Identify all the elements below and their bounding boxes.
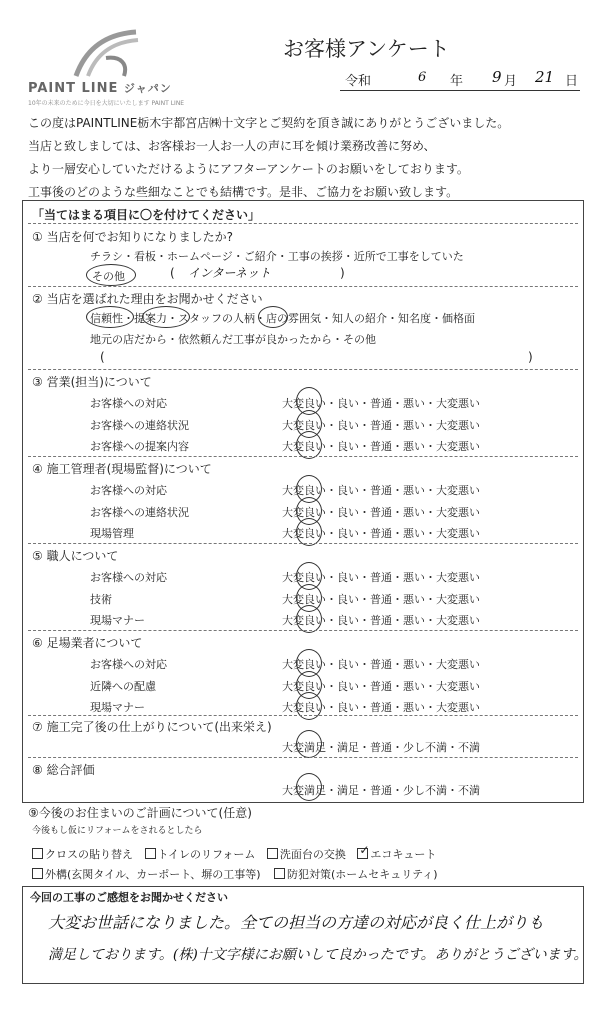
date-year-unit: 年 bbox=[450, 74, 464, 89]
instruction: 「当てはまる項目に〇を付けてください」 bbox=[32, 208, 261, 222]
q9-label: ⑨今後のお住まいのご計画について(任意) bbox=[28, 806, 252, 820]
q3-rating-3: 大変良い・良い・普通・悪い・大変悪い bbox=[282, 440, 480, 453]
logo-tagline: 10年の未来のために今日を大切にいたします PAINT LINE bbox=[28, 100, 185, 107]
logo bbox=[28, 28, 185, 108]
q9-row1 bbox=[32, 843, 437, 862]
q4-rating-1: 大変良い・良い・普通・悪い・大変悪い bbox=[282, 484, 480, 497]
q9-option-2[interactable]: トイレのリフォーム bbox=[145, 848, 256, 861]
q1-other-circle bbox=[86, 264, 136, 286]
q4-rating-2: 大変良い・良い・普通・悪い・大変悪い bbox=[282, 506, 480, 519]
logo-mark-icon bbox=[66, 28, 146, 80]
date-month: 9 bbox=[492, 68, 502, 86]
date-row bbox=[340, 70, 580, 91]
q3-label: ③ 営業(担当)について bbox=[32, 375, 152, 389]
q2-paren-open: ( bbox=[100, 350, 105, 364]
q4-rating-3: 大変良い・良い・普通・悪い・大変悪い bbox=[282, 527, 480, 540]
q8-rating-circle bbox=[296, 773, 322, 801]
q6-item-3: 現場マナー bbox=[90, 701, 145, 714]
intro-line-3: より一層安心していただけるようにアフターアンケートのお願いをしております。 bbox=[28, 162, 469, 176]
q1-other: その他 bbox=[92, 270, 125, 283]
q1-paren-close: ) bbox=[340, 266, 345, 280]
q3-item-3: お客様への提案内容 bbox=[90, 440, 189, 453]
q5-rating-2: 大変良い・良い・普通・悪い・大変悪い bbox=[282, 593, 480, 606]
q3-rating-1: 大変良い・良い・普通・悪い・大変悪い bbox=[282, 397, 480, 410]
page-title: お客様アンケート bbox=[283, 37, 450, 61]
checkbox-icon[interactable] bbox=[267, 848, 278, 859]
q5-rating-1: 大変良い・良い・普通・悪い・大変悪い bbox=[282, 571, 480, 584]
q5-rating-3: 大変良い・良い・普通・悪い・大変悪い bbox=[282, 614, 480, 627]
checkbox-icon[interactable] bbox=[32, 868, 43, 879]
checkbox-icon[interactable] bbox=[145, 848, 156, 859]
q9-option-3[interactable]: 洗面台の交換 bbox=[267, 848, 346, 861]
q2-line2: 地元の店だから・依然頼んだ工事が良かったから・その他 bbox=[90, 333, 376, 346]
q3-item-1: お客様への対応 bbox=[90, 397, 167, 410]
q2-label: ② 当店を選ばれた理由をお聞かせください bbox=[32, 292, 263, 306]
q4-item-1: お客様への対応 bbox=[90, 484, 167, 497]
logo-suffix: ジャパン bbox=[123, 82, 172, 95]
q6-item-2: 近隣への配慮 bbox=[90, 680, 156, 693]
q2-circle-2 bbox=[142, 306, 190, 328]
q9-sub: 今後もし仮にリフォームをされるとしたら bbox=[32, 826, 203, 836]
q2-circle-1 bbox=[86, 306, 134, 328]
intro-line-1: この度はPAINTLINE栃木宇都宮店㈱十文字とご契約を頂き誠にありがとうございました。 bbox=[28, 116, 510, 130]
q9-option-4[interactable]: ✓ エコキュート bbox=[359, 843, 437, 861]
q7-label: ⑦ 施工完了後の仕上がりについて(出来栄え) bbox=[32, 720, 272, 734]
q9-option-6[interactable]: 防犯対策(ホームセキュリティ) bbox=[274, 868, 437, 881]
checkbox-icon[interactable] bbox=[274, 868, 285, 879]
q5-item-2: 技術 bbox=[90, 593, 112, 606]
q9-option-1[interactable]: クロスの貼り替え bbox=[32, 848, 133, 861]
logo-brand: PAINT LINE bbox=[28, 81, 119, 96]
q4-rating-3-circle bbox=[296, 518, 322, 546]
q1-paren-open: ( bbox=[170, 266, 175, 280]
q3-rating-2: 大変良い・良い・普通・悪い・大変悪い bbox=[282, 419, 480, 432]
intro-line-4: 工事後のどのような些細なことでも結構です。是非、ご協力をお願い致します。 bbox=[28, 185, 459, 199]
q2-paren-close: ) bbox=[528, 350, 533, 364]
q4-item-2: お客様への連絡状況 bbox=[90, 506, 189, 519]
q2-line1: 信頼性・提案力・スタッフの人柄・店の雰囲気・知人の紹介・知名度・価格面 bbox=[90, 312, 475, 325]
q8-label: ⑧ 総合評価 bbox=[32, 763, 95, 777]
q7-rating: 大変満足・満足・普通・少し不満・不満 bbox=[282, 741, 480, 754]
date-month-unit: 月 bbox=[504, 74, 518, 89]
date-day-unit: 日 bbox=[565, 74, 579, 89]
q1-options: チラシ・看板・ホームページ・ご紹介・工事の挨拶・近所で工事をしていた bbox=[90, 250, 464, 263]
q3-rating-3-circle bbox=[296, 431, 322, 459]
q6-rating-2: 大変良い・良い・普通・悪い・大変悪い bbox=[282, 680, 480, 693]
q6-rating-1: 大変良い・良い・普通・悪い・大変悪い bbox=[282, 658, 480, 671]
q5-label: ⑤ 職人について bbox=[32, 549, 119, 563]
intro-line-2: 当店と致しましては、お客様お一人お一人の声に耳を傾け業務改善に努め、 bbox=[28, 139, 436, 153]
comments-line-2: 満足しております。(株)十文字様にお願いして良かったです。ありがとうございます。 bbox=[48, 947, 588, 963]
checkbox-checked-icon[interactable]: ✓ bbox=[359, 843, 370, 857]
q7-rating-circle bbox=[296, 730, 322, 758]
date-day: 21 bbox=[535, 68, 555, 86]
checkbox-icon[interactable] bbox=[32, 848, 43, 859]
q1-label: ① 当店を何でお知りになりましたか? bbox=[32, 230, 233, 244]
q4-label: ④ 施工管理者(現場監督)について bbox=[32, 462, 212, 476]
q9-option-5[interactable]: 外構(玄関タイル、カーポート、塀の工事等) bbox=[32, 868, 261, 881]
q8-rating: 大変満足・満足・普通・少し不満・不満 bbox=[282, 784, 480, 797]
q1-answer: インターネット bbox=[188, 266, 271, 280]
comments-line-1: 大変お世話になりました。全ての担当の方達の対応が良く仕上がりも bbox=[48, 913, 545, 932]
q5-item-3: 現場マナー bbox=[90, 614, 145, 627]
q4-item-3: 現場管理 bbox=[90, 527, 134, 540]
q5-rating-3-circle bbox=[296, 605, 322, 633]
q9-row2 bbox=[32, 866, 437, 882]
q6-rating-3: 大変良い・良い・普通・悪い・大変悪い bbox=[282, 701, 480, 714]
q6-label: ⑥ 足場業者について bbox=[32, 636, 143, 650]
comments-label: 今回の工事のご感想をお聞かせください bbox=[30, 891, 228, 904]
q3-item-2: お客様への連絡状況 bbox=[90, 419, 189, 432]
date-era: 令和 bbox=[345, 74, 372, 89]
q6-item-1: お客様への対応 bbox=[90, 658, 167, 671]
q5-item-1: お客様への対応 bbox=[90, 571, 167, 584]
date-year: 6 bbox=[418, 70, 427, 85]
q2-circle-3 bbox=[258, 306, 288, 328]
